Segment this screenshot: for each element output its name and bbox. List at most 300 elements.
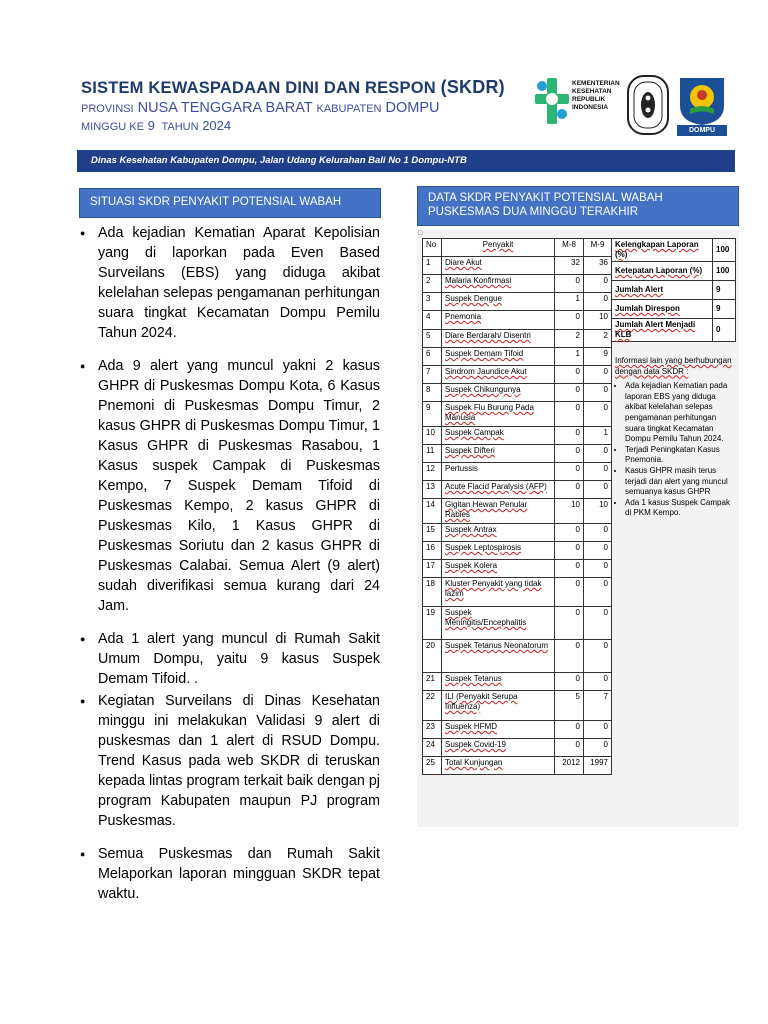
disease-name: [442, 445, 555, 463]
disease-name-text: Suspek Difteri: [445, 446, 495, 455]
value-m8-text: 0: [575, 482, 580, 491]
table-row: [423, 691, 612, 721]
row-number-text: 21: [426, 674, 435, 683]
address-text: Dinas Kesehatan Kabupaten Dompu, Jalan Udang Kelurahan Bali No 1 Dompu-NTB: [91, 155, 467, 166]
bullet-item: ● Ada 1 alert yang muncul di Rumah Sakit Umum Dompu, yaitu 9 kasus Suspek Demam Tifoid. .: [80, 629, 380, 689]
disease-name: [442, 499, 555, 524]
value-m9: [584, 481, 612, 499]
disease-name: [442, 542, 555, 560]
col-m9-header: [584, 239, 612, 257]
table-row: [423, 578, 612, 607]
disease-name: [442, 330, 555, 348]
disease-name: [442, 275, 555, 293]
table-row: [423, 384, 612, 402]
value-m8: [555, 607, 584, 640]
value-m9-text: 1997: [590, 758, 608, 767]
value-m8: [555, 757, 584, 775]
disease-name-text: Malaria Konfirmasi: [445, 276, 512, 285]
disease-name-text: Suspek Tetanus: [445, 674, 502, 683]
stat-label: [612, 319, 713, 342]
value-m9: [584, 366, 612, 384]
row-number: [423, 757, 442, 775]
bullet-item: ● Ada 9 alert yang muncul yakni 2 kasus GHPR di Puskesmas Dompu Kota, 6 Kasus Pnemoni di Puskesmas Dompu Timur, 2 kasus GHPR di Puskesmas Dompu Timur, 1 Kasus GHPR di Puskesmas Rasabou, 1 Kasus suspek Campak di Puskesmas Kempo, 7 Suspek Demam Tifoid di Puskesmas Kempo, 2 kasus GHPR di Puskesmas Kilo, 1 Kasus GHPR di Puskesmas Soriutu dan 2 kasus GHPR di Puskesmas Calabai. Semua Alert (9 alert) sudah diverifikasi semua kurang dari 24 Jam.: [80, 356, 380, 616]
row-number: [423, 673, 442, 691]
col-m8-header: [555, 239, 584, 257]
table-row: [423, 427, 612, 445]
row-number-text: 5: [426, 331, 431, 340]
value-m9-text: 1: [603, 428, 608, 437]
disease-name: [442, 739, 555, 757]
value-m8: [555, 691, 584, 721]
value-m8: [555, 311, 584, 330]
title-main: SISTEM KEWASPADAAN DINI DAN RESPON: [81, 79, 436, 97]
value-m9-text: 0: [603, 740, 608, 749]
value-m9-text: 0: [603, 385, 608, 394]
stat-label: [612, 262, 713, 281]
value-m9: [584, 721, 612, 739]
value-m9-text: 36: [599, 258, 608, 267]
table-row: [423, 607, 612, 640]
row-number: [423, 445, 442, 463]
row-number-text: 14: [426, 500, 435, 509]
disease-name: [442, 481, 555, 499]
value-m8-text: 0: [575, 543, 580, 552]
table-row: [423, 560, 612, 578]
stat-value-text: 0: [716, 325, 721, 334]
value-m8: [555, 640, 584, 673]
row-number: [423, 499, 442, 524]
row-number-text: 15: [426, 525, 435, 534]
bullet-item: ● Ada kejadian Kematian Aparat Kepolisian yang di laporkan pada Even Based Surveilans (EBS) yang diduga akibat kelelahan selepas pengamanan perhitungan suara tingkat Kecamatan Dompu Pemilu Tahun 2024.: [80, 223, 380, 343]
year-value: 2024: [202, 118, 232, 133]
value-m8: [555, 481, 584, 499]
disease-name-text: ILI (Penyakit Serupa Influenza): [445, 692, 518, 711]
info-item: • Terjadi Peningkatan Kasus Pnemonia.: [625, 445, 735, 466]
table-row: [423, 275, 612, 293]
row-number-text: 24: [426, 740, 435, 749]
value-m9: [584, 640, 612, 673]
value-m9-text: 7: [603, 692, 608, 701]
table-row: [423, 311, 612, 330]
dompu-label: DOMPU: [677, 125, 727, 136]
dompu-shield-icon: [677, 76, 727, 126]
disease-name-text: Suspek Antrax: [445, 525, 497, 534]
stat-value: [713, 262, 736, 281]
table-row: [423, 542, 612, 560]
week-label: MINGGU KE: [81, 121, 144, 133]
disease-name-text: Suspek Dengue: [445, 294, 502, 303]
row-number: [423, 739, 442, 757]
surveilans-logo: [626, 74, 670, 136]
stat-label-text: Jumlah Direspon: [615, 304, 680, 313]
row-number: [423, 578, 442, 607]
value-m9: [584, 673, 612, 691]
value-m8: [555, 560, 584, 578]
title-abbr: (SKDR): [440, 77, 505, 97]
stat-label-text: Ketepatan Laporan (%): [615, 266, 703, 275]
value-m9: [584, 348, 612, 366]
value-m9-text: 0: [603, 464, 608, 473]
value-m8-text: 32: [571, 258, 580, 267]
disease-name: [442, 560, 555, 578]
value-m9-text: 0: [603, 276, 608, 285]
value-m9: [584, 445, 612, 463]
stat-value: [713, 239, 736, 262]
row-number-text: 6: [426, 349, 431, 358]
left-bullet-list: [80, 223, 380, 917]
value-m9-text: 0: [603, 446, 608, 455]
disease-name: [442, 463, 555, 481]
value-m8-text: 0: [575, 464, 580, 473]
value-m8-text: 0: [575, 403, 580, 412]
info-item: • Ada kejadian Kematian pada laporan EBS yang diduga akibat kelelahan selepas pengamanan perhitungan suara tingkat Kecamatan Dompu Pemilu Tahun 2024.: [625, 381, 735, 445]
kabupaten-label: KABUPATEN: [316, 103, 382, 115]
table-row: [423, 739, 612, 757]
row-number-text: 10: [426, 428, 435, 437]
value-m8: [555, 427, 584, 445]
disease-name-text: Sindrom Jaundice Akut: [445, 367, 527, 376]
value-m8: [555, 348, 584, 366]
row-number-text: 1: [426, 258, 431, 267]
disease-name-text: Pertussis: [445, 464, 478, 473]
disease-name-text: Suspek Campak: [445, 428, 504, 437]
disease-name: [442, 402, 555, 427]
value-m8-text: 0: [575, 641, 580, 650]
value-m9: [584, 607, 612, 640]
table-row: [423, 366, 612, 384]
stat-label-text: Jumlah Alert: [615, 285, 664, 294]
row-number: [423, 607, 442, 640]
disease-name: [442, 257, 555, 275]
table-row: [423, 481, 612, 499]
value-m8-text: 0: [575, 276, 580, 285]
row-number: [423, 257, 442, 275]
value-m9: [584, 691, 612, 721]
value-m9: [584, 542, 612, 560]
value-m8: [555, 366, 584, 384]
value-m9: [584, 578, 612, 607]
disease-name: [442, 348, 555, 366]
info-item: • Ada 1 kasus Suspek Campak di PKM Kempo.: [625, 498, 735, 519]
value-m9-text: 0: [603, 608, 608, 617]
value-m9: [584, 311, 612, 330]
row-number: [423, 640, 442, 673]
value-m8-text: 1: [575, 349, 580, 358]
disease-name-text: Suspek Kolera: [445, 561, 498, 570]
value-m9: [584, 427, 612, 445]
document-title: [81, 77, 505, 98]
table-header-row: [423, 239, 612, 257]
value-m9-text: 10: [599, 312, 608, 321]
row-number-text: 8: [426, 385, 431, 394]
row-number: [423, 384, 442, 402]
value-m8-text: 0: [575, 446, 580, 455]
value-m8-text: 10: [571, 500, 580, 509]
table-row: [423, 463, 612, 481]
disease-name-text: Suspek Covid-19: [445, 740, 506, 749]
value-m8: [555, 384, 584, 402]
value-m8-text: 2012: [562, 758, 580, 767]
table-row: [423, 293, 612, 311]
value-m9-text: 9: [603, 349, 608, 358]
col-disease-header: [442, 239, 555, 257]
row-number-text: 23: [426, 722, 435, 731]
row-number: [423, 481, 442, 499]
disease-name-text: Pnemonia: [445, 312, 482, 321]
disease-name: [442, 384, 555, 402]
value-m8: [555, 578, 584, 607]
value-m9: [584, 739, 612, 757]
value-m9: [584, 293, 612, 311]
table-row: [423, 257, 612, 275]
value-m9: [584, 257, 612, 275]
dompu-logo: [677, 76, 727, 136]
row-number-text: 11: [426, 446, 435, 455]
row-number-text: 16: [426, 543, 435, 552]
stat-value-text: 100: [716, 266, 730, 275]
row-number: [423, 311, 442, 330]
disease-name: [442, 366, 555, 384]
stat-value-text: 100: [716, 245, 730, 254]
stat-row: [612, 262, 736, 281]
disease-name: [442, 311, 555, 330]
disease-name-text: Suspek Demam Tifoid: [445, 349, 524, 358]
value-m9: [584, 463, 612, 481]
stat-value: [713, 300, 736, 319]
stats-table: [611, 238, 736, 342]
value-m9: [584, 330, 612, 348]
value-m8-text: 0: [575, 722, 580, 731]
value-m8-text: 0: [575, 525, 580, 534]
stat-value-text: 9: [716, 304, 721, 313]
disease-name: [442, 721, 555, 739]
value-m8-text: 0: [575, 674, 580, 683]
bullet-item: ● Semua Puskesmas dan Rumah Sakit Melaporkan laporan mingguan SKDR tepat waktu.: [80, 844, 380, 904]
disease-name-text: Suspek Flu Burung Pada Manusia: [445, 403, 534, 422]
value-m9: [584, 499, 612, 524]
row-number-text: 13: [426, 482, 435, 491]
row-number: [423, 721, 442, 739]
value-m9-text: 0: [603, 579, 608, 588]
value-m8-text: 0: [575, 428, 580, 437]
disease-name-text: Acute Flacid Paralysis (AFP): [445, 482, 547, 491]
value-m8: [555, 275, 584, 293]
disease-name-text: Diare Berdarah/ Disentri: [445, 331, 531, 340]
row-number-text: 25: [426, 758, 435, 767]
stat-row: [612, 281, 736, 300]
row-number: [423, 275, 442, 293]
value-m8-text: 0: [575, 561, 580, 570]
year-label: TAHUN: [161, 121, 199, 133]
value-m9-text: 0: [603, 561, 608, 570]
value-m9-text: 0: [603, 641, 608, 650]
value-m8: [555, 402, 584, 427]
table-row: [423, 330, 612, 348]
value-m9: [584, 524, 612, 542]
province-name: NUSA TENGGARA BARAT: [137, 100, 313, 116]
kemenkes-text: KEMENTERIAN KESEHATAN REPUBLIK INDONESIA: [572, 80, 620, 111]
stat-label: [612, 300, 713, 319]
disease-name: [442, 640, 555, 673]
row-number: [423, 691, 442, 721]
value-m9-text: 0: [603, 674, 608, 683]
value-m9: [584, 275, 612, 293]
value-m9-text: 10: [599, 500, 608, 509]
bullet-item: ● Kegiatan Surveilans di Dinas Kesehatan minggu ini melakukan Validasi 9 alert di puskesmas dan 1 alert di RSUD Dompu. Trend Kasus pada web SKDR di teruskan kepada lintas program terkait baik dengan pj program Kabupaten maupun PJ program Puskesmas.: [80, 691, 380, 831]
disease-name-text: Suspek Meningitis/Encephalitis: [445, 608, 527, 627]
info-list: [615, 381, 735, 519]
disease-name: [442, 673, 555, 691]
row-number: [423, 427, 442, 445]
col-disease-header-text: Penyakit: [482, 240, 514, 249]
value-m9-text: 0: [603, 367, 608, 376]
value-m8-text: 0: [575, 385, 580, 394]
stat-label: [612, 239, 713, 262]
disease-name: [442, 427, 555, 445]
province-label: PROVINSI: [81, 103, 134, 115]
info-title: Informasi lain yang berhubungan dengan data SKDR :: [615, 356, 732, 376]
right-section-heading: DATA SKDR PENYAKIT POTENSIAL WABAH PUSKESMAS DUA MINGGU TERAKHIR: [417, 186, 739, 226]
table-row: [423, 721, 612, 739]
disease-name: [442, 524, 555, 542]
value-m8-text: 5: [575, 692, 580, 701]
value-m8-text: 0: [575, 579, 580, 588]
value-m8: [555, 499, 584, 524]
value-m8: [555, 445, 584, 463]
value-m9: [584, 757, 612, 775]
stat-row: [612, 300, 736, 319]
value-m8-text: 0: [575, 740, 580, 749]
disease-name-text: Suspek Chikungunya: [445, 385, 521, 394]
row-number-text: 3: [426, 294, 431, 303]
disease-name: [442, 607, 555, 640]
disease-name-text: Suspek HFMD: [445, 722, 498, 731]
table-row: [423, 640, 612, 673]
row-number: [423, 402, 442, 427]
left-section-heading: SITUASI SKDR PENYAKIT POTENSIAL WABAH: [79, 188, 381, 218]
row-number: [423, 348, 442, 366]
value-m8-text: 0: [575, 608, 580, 617]
row-number-text: 4: [426, 312, 431, 321]
anchor-mark: □: [418, 230, 423, 237]
address-bar: [77, 150, 735, 172]
stat-label-text: Jumlah Alert Menjadi KLB: [615, 320, 696, 339]
col-no-header: [423, 239, 442, 257]
row-number-text: 19: [426, 608, 435, 617]
province-line: [81, 100, 440, 116]
table-row: [423, 673, 612, 691]
row-number: [423, 463, 442, 481]
value-m8: [555, 721, 584, 739]
value-m9-text: 0: [603, 722, 608, 731]
week-number: 9: [147, 118, 155, 133]
disease-name: [442, 757, 555, 775]
row-number: [423, 293, 442, 311]
kemenkes-emblem-icon: [534, 76, 570, 126]
row-number: [423, 330, 442, 348]
disease-name: [442, 691, 555, 721]
table-row: [423, 757, 612, 775]
row-number-text: 9: [426, 403, 431, 412]
value-m8: [555, 330, 584, 348]
value-m8-text: 0: [575, 367, 580, 376]
value-m8: [555, 257, 584, 275]
value-m9-text: 0: [603, 294, 608, 303]
value-m8: [555, 739, 584, 757]
value-m9-text: 2: [603, 331, 608, 340]
value-m8: [555, 542, 584, 560]
info-box: [615, 356, 735, 519]
stat-value: [713, 319, 736, 342]
value-m9-text: 0: [603, 482, 608, 491]
disease-name-text: Total Kunjungan: [445, 758, 503, 767]
row-number: [423, 524, 442, 542]
value-m8: [555, 673, 584, 691]
value-m9: [584, 384, 612, 402]
disease-name-text: Suspek Tetanus Neonatorum: [445, 641, 549, 650]
value-m8: [555, 463, 584, 481]
disease-name-text: Gigitan Hewan Penular Rabies: [445, 500, 528, 519]
disease-name: [442, 578, 555, 607]
table-row: [423, 348, 612, 366]
value-m8: [555, 524, 584, 542]
row-number-text: 22: [426, 692, 435, 701]
disease-name: [442, 293, 555, 311]
col-m8-header-text: M-8: [562, 240, 576, 249]
disease-name-text: Kluster Penyakit yang tidak lazim: [445, 579, 542, 598]
stat-row: [612, 239, 736, 262]
surveilans-emblem-icon: [626, 74, 670, 136]
info-item: • Kasus GHPR masih terus terjadi dan alert yang muncul semuanya kasus GHPR: [625, 466, 735, 498]
value-m8-text: 0: [575, 312, 580, 321]
value-m9: [584, 402, 612, 427]
disease-name-text: Diare Akut: [445, 258, 482, 267]
value-m9-text: 0: [603, 403, 608, 412]
stat-value-text: 9: [716, 285, 721, 294]
row-number: [423, 560, 442, 578]
row-number: [423, 542, 442, 560]
value-m8: [555, 293, 584, 311]
kabupaten-name: DOMPU: [385, 100, 440, 116]
kemenkes-logo: [534, 76, 619, 126]
row-number-text: 20: [426, 641, 435, 650]
row-number-text: 18: [426, 579, 435, 588]
value-m8-text: 1: [575, 294, 580, 303]
value-m9-text: 0: [603, 525, 608, 534]
week-line: [81, 118, 231, 133]
value-m9: [584, 560, 612, 578]
col-m9-header-text: M-9: [590, 240, 605, 249]
row-number-text: 12: [426, 464, 435, 473]
value-m9-text: 0: [603, 543, 608, 552]
value-m8-text: 2: [575, 331, 580, 340]
disease-table: [422, 238, 612, 775]
table-row: [423, 402, 612, 427]
row-number-text: 2: [426, 276, 431, 285]
row-number: [423, 366, 442, 384]
stat-row: [612, 319, 736, 342]
table-row: [423, 499, 612, 524]
disease-name-text: Suspek Leptospirosis: [445, 543, 522, 552]
row-number-text: 17: [426, 561, 435, 570]
stat-label-text: Kelengkapan Laporan (%): [615, 240, 699, 259]
table-row: [423, 524, 612, 542]
col-no-header-text: No: [426, 240, 437, 249]
stat-label: [612, 281, 713, 300]
stat-value: [713, 281, 736, 300]
row-number-text: 7: [426, 367, 431, 376]
table-row: [423, 445, 612, 463]
